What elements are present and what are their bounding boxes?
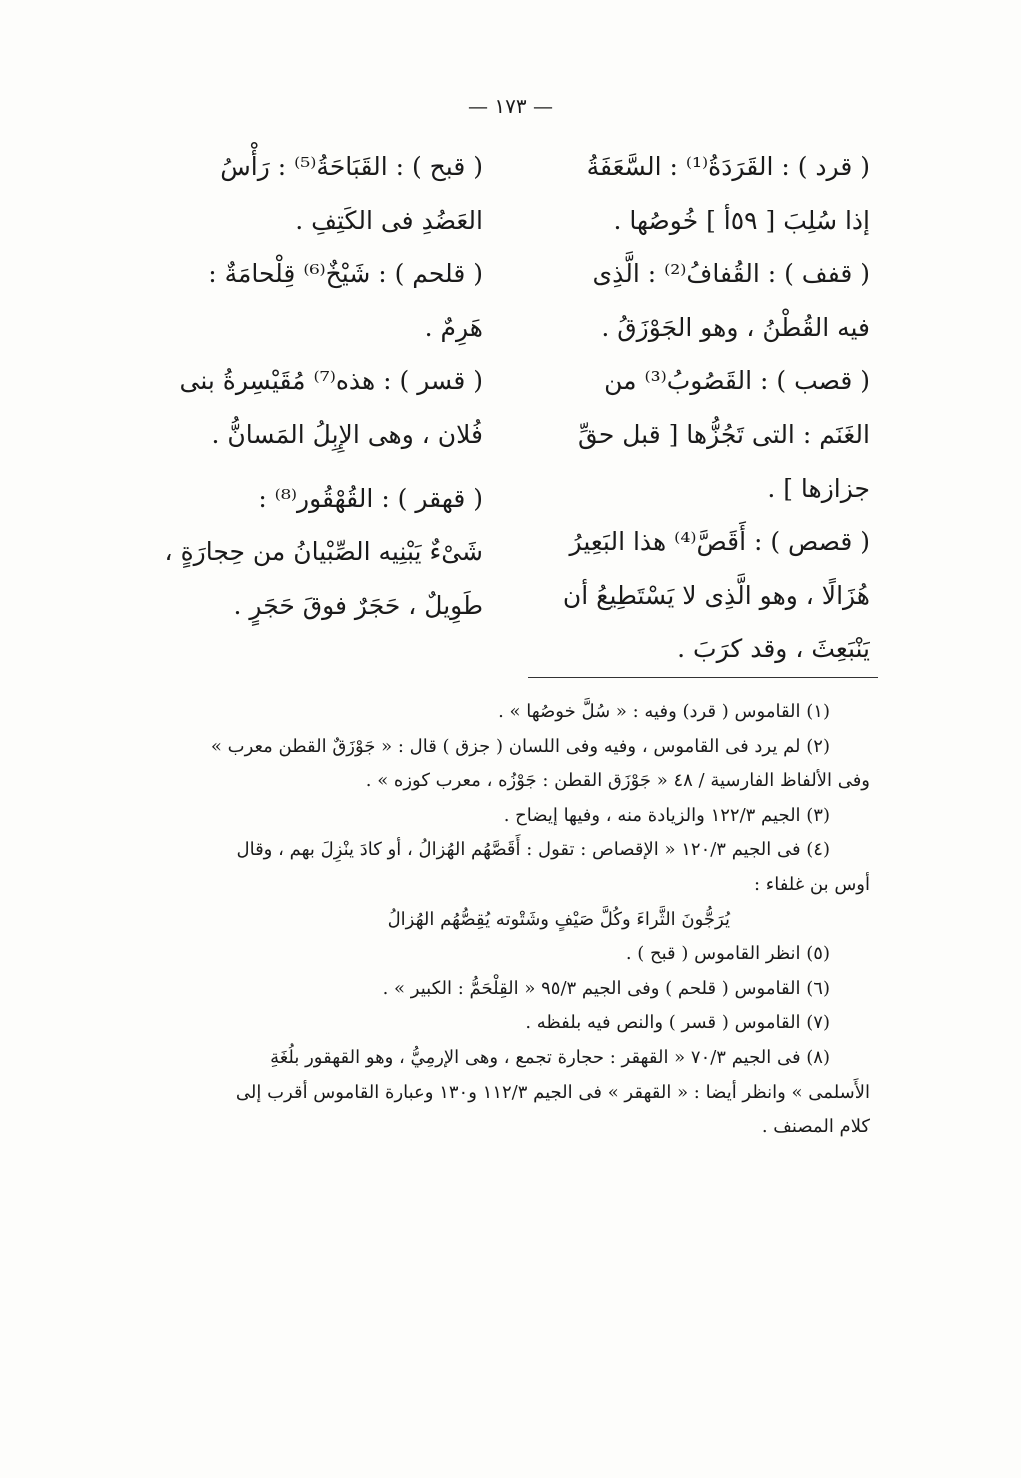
entry-line: العَضُدِ فى الكَتِفِ . (295, 205, 483, 235)
footnote-line: (٨) فى الجيم ٧٠/٣ « القهقر : حجارة تجمع ، وهى الإرمِيُّ ، وهو القهقور بلُغَةِ (270, 1046, 830, 1068)
entry-line: شَىْءٌ يَبْنِيه الصِّبْيانُ من حِجارَةٍ ، (164, 537, 483, 567)
footnote-line: (٣) الجيم ١٢٢/٣ والزيادة منه ، وفيها إيضاح . (503, 804, 830, 826)
entry-line: هَرِمٌ . (424, 312, 483, 342)
footnote-line: الأَسلمى » وانظر أيضا : « القهقر » فى الجيم ١١٢/٣ و١٣٠ وعبارة القاموس أقرب إلى (235, 1081, 870, 1103)
footnote-line: (٦) القاموس ( قلحم ) وفى الجيم ٩٥/٣ « القِلْحَمُّ : الكبير » . (382, 977, 830, 999)
entry-line: إذا سُلِبَ [ ٥٩أ ] خُوصُها . (613, 205, 870, 235)
entry-line: ( قرد ) : القَرَدَةُ⁽¹⁾ : السَّعَفَةُ (586, 152, 870, 181)
entry-line: هُزَالًا ، وهو الَّذِى لا يَسْتَطِيعُ أن (562, 580, 870, 610)
footnote-verse: يُرَجُّونَ الثَّراءَ وكُلَّ صَيْفٍ وشَتْوته يُقِصُّهُم الهُزالُ (387, 908, 730, 930)
entry-line: فيه القُطْنُ ، وهو الجَوْزَقُ . (601, 312, 870, 342)
entry-line: الغَنَم : التى تَجُزُّها [ قبل حقِّ (577, 419, 870, 449)
entry-line: فُلان ، وهى الإِبِلُ المَسانُّ . (211, 419, 483, 449)
footnote-divider (528, 677, 878, 678)
footnote-line: أوس بن غلفاء : (753, 873, 870, 895)
left-column (138, 140, 483, 632)
footnotes (130, 695, 870, 1145)
entry-line: ( قبح ) : القَبَاحَةُ⁽⁵⁾ : رَأْسُ (220, 152, 483, 181)
entry-line: ( قسر ) : هذه⁽⁷⁾ مُقَيْسِرةُ بنى (179, 366, 483, 396)
entry-line: ( قصص ) : أَقَصَّ⁽⁴⁾ هذا البَعِيرُ (569, 527, 870, 557)
entry-line: طَوِيلٌ ، حَجَرٌ فوقَ حَجَرٍ . (233, 590, 483, 620)
entry-line: ( قلحم ) : شَيْخٌ⁽⁶⁾ قِلْحامَةٌ : (208, 259, 483, 289)
entry-line: جزازها ] . (767, 473, 870, 503)
footnote-line: (٧) القاموس ( قسر ) والنص فيه بلفظه . (525, 1012, 830, 1034)
footnote-line: وفى الألفاظ الفارسية / ٤٨ « جَوْزَق القطن : جَوْزُه ، معرب كوزه » . (365, 770, 870, 792)
entry-line: ( قفف ) : القُفافُ⁽²⁾ : الَّذِى (592, 259, 870, 289)
footnote-line: (٤) فى الجيم ١٢٠/٣ « الإقصاص : تقول : أَقَصَّهُم الهُزالُ ، أو كادَ ينْزِلَ بهم ، وقال (236, 839, 830, 861)
footnote-line: كلام المصنف . (761, 1116, 870, 1138)
footnote-line: (٥) انظر القاموس ( قبح ) . (625, 943, 830, 965)
entry-line: يَنْبَعِثَ ، وقد كرَبَ . (677, 634, 870, 664)
footnote-line: (٢) لم يرد فى القاموس ، وفيه وفى اللسان ( جزق ) قال : « جَوْزَقٌ القطن معرب » (210, 735, 830, 757)
right-column (525, 140, 870, 676)
footnote-line: (١) القاموس ( قرد) وفيه : « سُلَّ خوصُها » . (498, 701, 830, 722)
entry-line: ( قهقر ) : القُهْقُور⁽⁸⁾ : (258, 483, 483, 513)
page-number: — ١٧٣ — (468, 94, 553, 118)
entry-line: ( قصب ) : القَصُوبُ⁽³⁾ من (604, 366, 870, 396)
